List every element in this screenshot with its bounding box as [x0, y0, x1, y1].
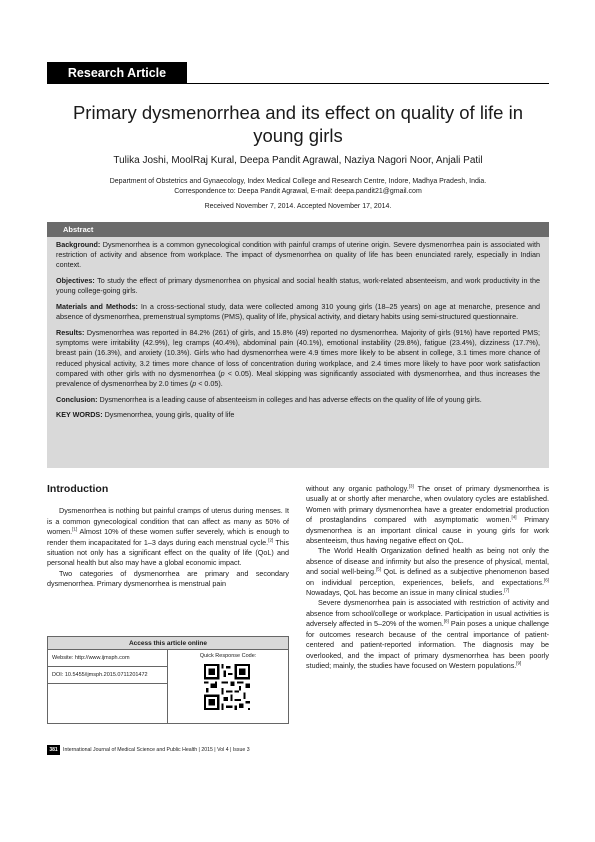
conclusion-text: Dysmenorrhea is a leading cause of absenteeism in colleges and has adverse effects on the quality of life of young girls.	[99, 394, 482, 404]
methods-label: Materials and Methods:	[56, 302, 138, 312]
citation[interactable]: [2]	[268, 537, 274, 543]
text-run: This situation not only has a significant effect on the quality of life (QoL) and personal health but also may have a global economic impact.	[47, 537, 289, 568]
qr-label: Quick Response Code:	[199, 653, 257, 659]
citation[interactable]: [6]	[543, 577, 549, 583]
qr-code-icon	[204, 664, 250, 710]
abstract-results	[56, 328, 540, 389]
doi-link[interactable]: DOI: 10.5455/ijmsph.2015.0711201472	[48, 667, 167, 684]
methods-text: In a cross-sectional study, data were collected among 310 young girls (18–25 years) on age at menarche, presence and absence of dysmenorrhea, premenstrual symptoms (PMS), quality of life, physical activity, and dietary habits using semi-structured questionnaire.	[56, 302, 541, 322]
text-run: The World Health Organization defined health as being not only the absence of disease and infirmity but also the presence of physical, mental, and social well-being.	[306, 546, 549, 577]
citation[interactable]: [1]	[72, 526, 78, 532]
access-info	[48, 650, 168, 724]
background-label: Background:	[56, 240, 101, 249]
intro-paragraph	[47, 506, 289, 568]
citation[interactable]: [4]	[511, 514, 517, 520]
author-list: Tulika Joshi, MoolRaj Kural, Deepa Pandit Agrawal, Naziya Nagori Noor, Anjali Patil	[113, 155, 483, 166]
right-column	[306, 484, 549, 671]
abstract-background	[56, 240, 540, 271]
introduction-heading: Introduction	[47, 483, 109, 495]
citation[interactable]: [3]	[408, 483, 414, 489]
article-title: Primary dysmenorrhea and its effect on quality of life in young girls	[72, 102, 524, 146]
text-run: Nowadays, QoL has become an issue in many clinical studies.	[306, 588, 505, 598]
abstract-keywords	[56, 410, 540, 420]
abstract-objectives	[56, 276, 540, 296]
citation[interactable]: [7]	[504, 587, 510, 593]
access-heading: Access this article online	[48, 637, 288, 650]
citation[interactable]: [5]	[375, 566, 381, 572]
text-run: QoL is defined as a subjective phenomenon based on individual perception, experiences, beliefs, and expectations.	[306, 567, 549, 587]
results-text: < 0.05).	[196, 378, 223, 388]
text-run: Almost 10% of these women suffer severely, which is enough to render them incapacitated for 1–3 days during each menstrual cycle.	[47, 527, 289, 547]
abstract-conclusion	[56, 395, 540, 405]
correspondence: Correspondence to: Deepa Pandit Agrawal, E-mail: deepa.pandit21@gmail.com	[174, 188, 422, 195]
p-symbol: p	[192, 378, 197, 388]
access-online-box	[47, 636, 289, 724]
text-run: Dysmenorrhea is nothing but painful cramps of uterus during menses. It is a common gynecological condition that can affect as many as 50% of women.	[47, 506, 289, 537]
text-run: Primary dysmenorrhea is an important clinical cause in young girls for work absenteeism, thus having negative effect on QoL.	[306, 515, 549, 546]
results-label: Results:	[56, 327, 85, 337]
affiliation: Department of Obstetrics and Gynaecology, Index Medical College and Research Centre, Indore, Madhya Pradesh, India.	[109, 178, 487, 185]
objectives-text: To study the effect of primary dysmenorrhea on physical and social health status, work-related absenteeism, and work productivity in the young college-going girls.	[56, 276, 540, 296]
intro-paragraph: Two categories of dysmenorrhea are primary and secondary dysmenorrhea. Primary dysmenorrhea is menstrual pain	[47, 568, 289, 589]
body-paragraph	[306, 484, 549, 546]
p-symbol: p	[220, 368, 225, 378]
abstract-box	[47, 222, 549, 468]
left-column	[47, 484, 289, 590]
journal-citation: International Journal of Medical Science and Public Health | 2015 | Vol 4 | Issue 3	[63, 747, 250, 753]
abstract-body	[56, 240, 540, 426]
page-number: 381	[47, 745, 60, 755]
results-text: < 0.05). Meal skipping was significantly associated with dysmenorrhea, and thus increases the prevalence of dysmenorrhea by 2.0 times (	[56, 368, 540, 388]
keywords-label: KEY WORDS:	[56, 410, 103, 420]
body-paragraph	[306, 546, 549, 598]
text-run: Severe dysmenorrhea pain is associated with restriction of activity and absence from school/college or workplace. Participation in usual activities is adversely affected in 5–20% of the women.	[306, 598, 549, 629]
objectives-label: Objectives:	[56, 276, 95, 286]
website-link[interactable]: Website: http://www.ijmsph.com	[48, 650, 167, 667]
text-run: Pain poses a unique challenge for outcomes research because of the central importance of patient-centered and patient-reported information. The diagnosis may be overlooked, and the impact of primary dysmenorrhea has been poorly studied; mainly, the studies have focused on Western populations.	[306, 619, 549, 670]
body-paragraph	[306, 598, 549, 671]
abstract-methods	[56, 302, 540, 322]
abstract-heading: Abstract	[47, 222, 549, 237]
page-footer	[47, 745, 549, 755]
article-type-label: Research Article	[47, 62, 187, 84]
qr-panel	[168, 650, 288, 724]
affiliation-block	[47, 177, 549, 197]
article-type-banner	[47, 62, 549, 84]
keywords-text: Dysmenorrhea, young girls, quality of life	[104, 410, 235, 420]
citation[interactable]: [9]	[516, 660, 522, 666]
received-dates: Received November 7, 2014. Accepted November 17, 2014.	[204, 203, 392, 210]
text-run: The onset of primary dysmenorrhea is usually at or shortly after menarche, when ovulatory cycles are established. Women with primary dysmenorrhea have a greater endometrial production of prostaglandins compared with asymptomatic women.	[306, 484, 549, 525]
text-run: without any organic pathology.	[306, 484, 409, 493]
background-text: Dysmenorrhea is a common gynecological condition with painful cramps of uterine origin. Severe dysmenorrhea pain is associated with restriction of activity and absence from workplace. The impact of dysmenorrhea on quality of life has been enunciated rarely, especially in Indian context.	[56, 240, 540, 270]
results-text: Dysmenorrhea was reported in 84.2% (261) of girls, and 15.8% (49) reported no dysmenorrhea. Majority of girls (91%) have reported PMS; symptoms were irritability (42.9%), leg cramps (40.4%), abdominal pain (40.1%), emotional instability (29.8%), fatigue (23.4%), dizziness (17.7%), breast pain (16.3%), and anxiety (10.3%). Girls who had dysmenorrhea were 4.9 times more likely to be absent in college, 3.1 times more chance of reduced physical activity, 3.2 times more chance of loss of concentration during workplace, and 2.4 times more likely to have poor work satisfaction compared with other girls with no dysmenorrhea (	[56, 327, 540, 378]
conclusion-label: Conclusion:	[56, 394, 98, 404]
citation[interactable]: [8]	[443, 618, 449, 624]
